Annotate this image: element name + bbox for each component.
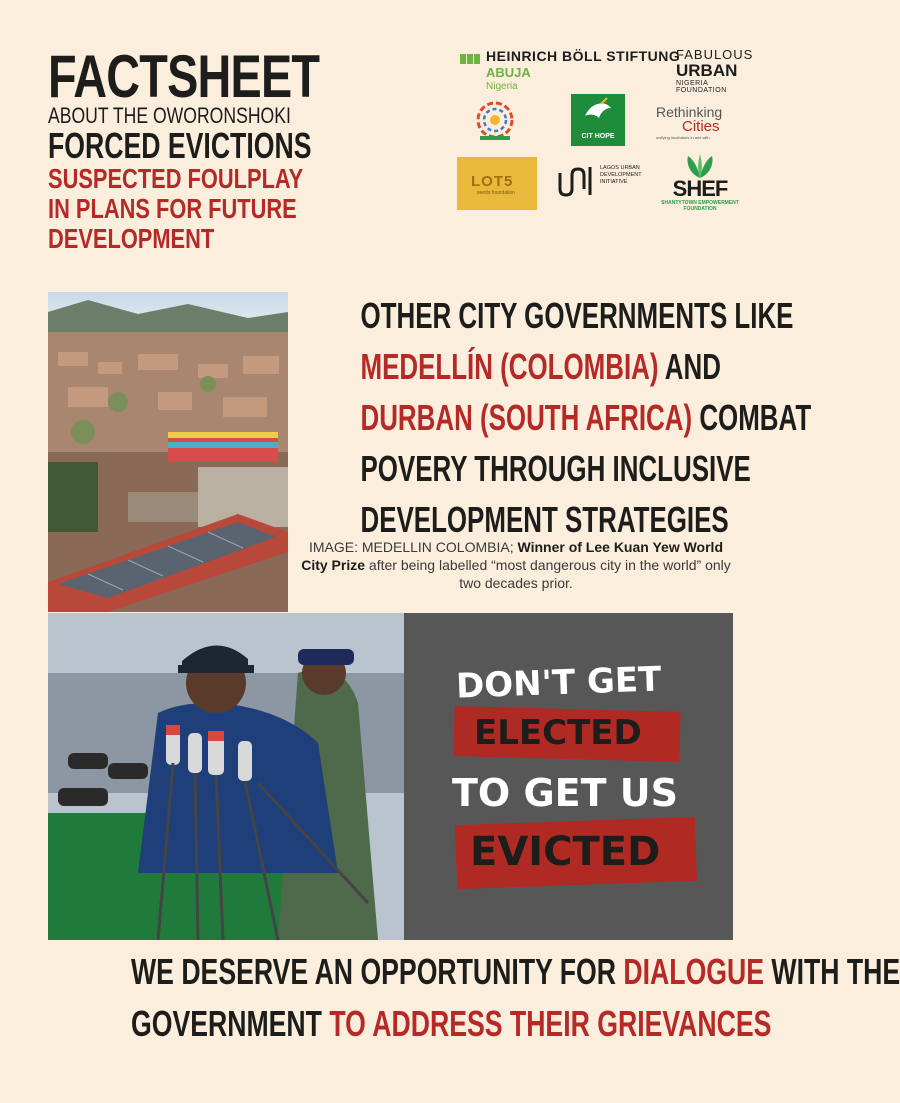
fabulous-urban-line2: URBAN <box>676 61 738 80</box>
placard-line-2: ELECTED <box>474 713 642 753</box>
footer-statement <box>40 946 900 1050</box>
headline-line-2 <box>360 341 721 392</box>
headline-line-4: POVERY THROUGH INCLUSIVE <box>360 448 751 489</box>
footer-line-2 <box>131 998 772 1050</box>
durban-highlight: DURBAN (SOUTH AFRICA) <box>360 397 693 438</box>
factsheet-title: FACTSHEET <box>48 43 320 110</box>
headline-line-5: DEVELOPMENT STRATEGIES <box>360 499 729 540</box>
governor-press-photo <box>48 613 404 940</box>
headline-line-1: OTHER CITY GOVERNMENTS LIKE <box>360 295 794 336</box>
red-subtitle-line-2: IN PLANS FOR FUTURE <box>48 193 297 224</box>
placard-line-3: TO GET US <box>452 771 678 815</box>
hbs-country: Nigeria <box>486 81 518 92</box>
ludi-text: LAGOS URBAN DEVELOPMENT INITIATIVE <box>600 165 642 185</box>
footer-l1-b: WITH THE <box>764 951 900 992</box>
footer-l2-a: GOVERNMENT <box>131 1003 330 1044</box>
caption-prefix: IMAGE: MEDELLIN COLOMBIA; <box>309 539 518 555</box>
headline-line-3-rest: COMBAT <box>692 397 812 438</box>
fabulous-urban-line3: NIGERIA FOUNDATION <box>676 80 727 94</box>
cithope-label: CIT HOPE <box>581 133 615 140</box>
rethinking-cities-line2: Cities <box>682 118 720 135</box>
caption-bold: Winner of Lee Kuan Yew World City Prize <box>301 539 723 573</box>
caption-suffix: after being labelled “most dangerous city in the world” only two decades prior. <box>365 557 731 591</box>
cithope-logo <box>571 94 625 146</box>
title-block <box>48 43 320 254</box>
rethinking-cities-line1: Rethinking <box>656 104 723 120</box>
forced-evictions-heading: FORCED EVICTIONS <box>48 125 312 166</box>
shef-name: SHEF <box>672 176 728 201</box>
protest-placard-panel <box>404 613 733 940</box>
hbs-name: HEINRICH BÖLL STIFTUNG <box>486 48 681 64</box>
placard-line-1: DON'T GET <box>455 659 662 707</box>
ludi-logo <box>558 163 648 209</box>
lots-sub: seeds foundation <box>477 190 516 196</box>
title-subline: ABOUT THE OWORONSHOKI <box>48 103 291 128</box>
fabulous-urban-logo <box>676 47 754 94</box>
lots-logo <box>457 157 537 210</box>
heinrich-boll-logo <box>460 48 681 94</box>
lots-name: LOT5 <box>471 173 514 190</box>
dialogue-highlight: DIALOGUE <box>623 951 765 992</box>
shef-logo <box>650 154 750 216</box>
fabulous-urban-line1: FABULOUS <box>676 47 754 62</box>
placard-line-4: EVICTED <box>470 829 661 875</box>
medellin-highlight: MEDELLÍN (COLOMBIA) <box>360 346 659 387</box>
grievances-highlight: TO ADDRESS THEIR GRIEVANCES <box>329 1003 772 1044</box>
headline-line-2-rest: AND <box>658 346 721 387</box>
youth-network-logo <box>470 96 520 146</box>
cities-headline <box>300 290 812 545</box>
image-caption <box>300 538 732 592</box>
hbs-bars-icon <box>460 51 482 61</box>
medellin-photo <box>48 292 288 612</box>
rethinking-cities-line3: unifying incubators in and with <box>656 135 710 140</box>
rethinking-cities-logo <box>656 104 746 140</box>
headline-line-3 <box>360 392 812 443</box>
red-subtitle-line-3: DEVELOPMENT <box>48 223 215 254</box>
footer-l1-a: WE DESERVE AN OPPORTUNITY FOR <box>131 951 624 992</box>
shef-sub: SHANTYTOWN EMPOWERMENT FOUNDATION <box>661 200 739 212</box>
footer-line-1 <box>131 946 900 998</box>
ludi-mark-icon <box>558 163 596 199</box>
red-subtitle-line-1: SUSPECTED FOULPLAY <box>48 163 304 194</box>
hbs-city: ABUJA <box>486 65 531 80</box>
